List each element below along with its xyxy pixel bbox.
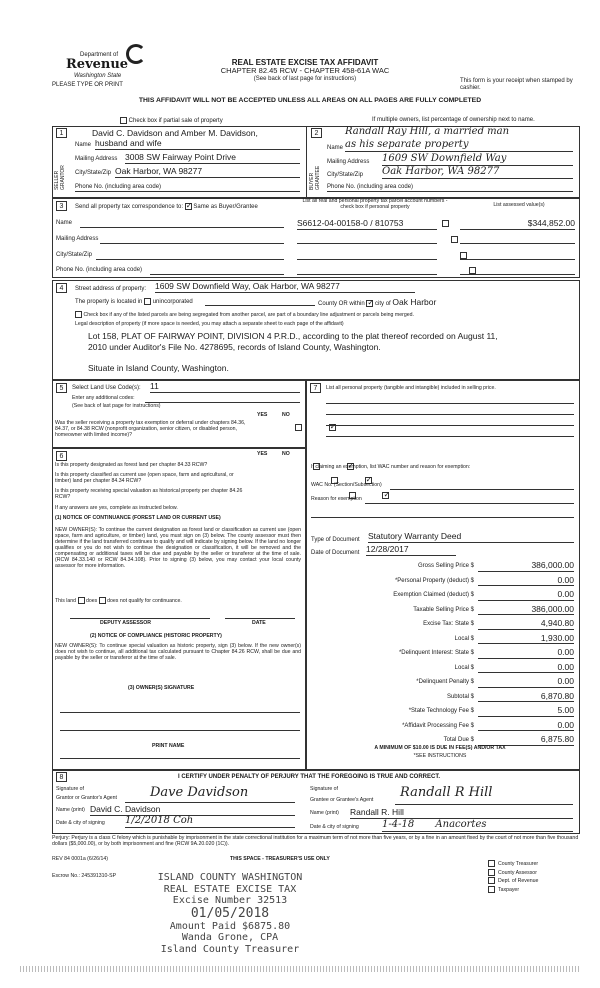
stamp-amount: Amount Paid $6875.80 xyxy=(169,920,291,932)
corr-mailing-label: Mailing Address xyxy=(56,236,99,242)
certify-line: I CERTIFY UNDER PENALTY OF PERJURY THAT THE FOREGOING IS TRUE AND CORRECT. xyxy=(178,774,441,780)
reason-label: Reason for exemption xyxy=(311,496,362,502)
doc-date: 12/28/2017 xyxy=(366,545,456,556)
tax-table xyxy=(330,560,574,749)
tax-row xyxy=(330,647,574,662)
tax-row xyxy=(330,705,574,720)
located-in-label: The property is located in xyxy=(75,299,143,306)
exemption-question: Was the seller receiving a property tax exemption or deferral under chapters 84.36, 84.37, or 84.38 RCW (nonprofit organization, senior citizen, or disabled person, homeowner with limited income)? xyxy=(55,420,246,438)
current-use-question: Is this property classified as current use (open space, farm and agricultural, or timber) land per chapter 84.34 RCW? xyxy=(55,472,234,484)
copy-item xyxy=(488,877,538,886)
tax-row xyxy=(330,662,574,677)
scan-edge-noise xyxy=(20,966,580,972)
section-3-num: 3 xyxy=(56,201,67,211)
does-not-label: does not qualify for continuance. xyxy=(107,597,182,604)
seller-name-line2: husband and wife xyxy=(95,139,300,150)
please-type: PLEASE TYPE OR PRINT xyxy=(52,82,123,88)
grantee-signature-line[interactable] xyxy=(395,804,573,805)
does-checkbox[interactable] xyxy=(78,597,85,604)
parcel-line-3[interactable] xyxy=(297,259,437,260)
corr-mailing-line[interactable] xyxy=(100,243,284,244)
perjury-note: Perjury: Perjury is a class C felony which is punishable by imprisonment in the state correctional institution for a maximum term of not more than five years, or by a fine in an amount fixed by the court of not more than five thousand dollars ($5,000.00), or by both imprisonment and fine (RCW 9A.20.020 (1C)). xyxy=(52,835,579,847)
section-1-num: 1 xyxy=(56,128,67,138)
segregated-row xyxy=(75,311,414,319)
tax-row-value: 0.00 xyxy=(478,677,574,688)
stamp-line3: Excise Number 32513 xyxy=(172,895,288,906)
min-fee-note: A MINIMUM OF $10.00 IS DUE IN FEE(S) AND/OR TAX xyxy=(374,745,506,751)
buyer-city-label: City/State/Zip xyxy=(327,172,364,178)
copy-checkbox[interactable] xyxy=(488,886,495,893)
section-6-num: 6 xyxy=(56,451,67,461)
street-address: 1609 SW Downfield Way, Oak Harbor, WA 98277 xyxy=(155,282,415,293)
unincorporated-checkbox[interactable] xyxy=(144,298,151,305)
grantee-date-label: Date & city of signing xyxy=(310,824,359,830)
land-use-label: Select Land Use Code(s): xyxy=(72,385,141,391)
tax-row-label: Taxable Selling Price $ xyxy=(413,606,474,613)
tax-row-value: 0.00 xyxy=(478,663,574,674)
doc-date-label: Date of Document xyxy=(311,550,360,556)
tax-row-label: Gross Selling Price $ xyxy=(417,563,474,569)
personal-property-checkbox-2[interactable] xyxy=(451,236,458,243)
sec5-no-header: NO xyxy=(282,412,290,418)
does-not-checkbox[interactable] xyxy=(99,597,106,604)
dor-logo-mark xyxy=(126,44,146,64)
tax-row xyxy=(330,676,574,691)
buyer-side-label: BUYER GRANTEE xyxy=(309,165,321,190)
corr-name-label: Name xyxy=(56,220,73,226)
owner-signature-label: (3) OWNER(S) SIGNATURE xyxy=(128,685,195,691)
wac-label: WAC No. (Section/Subsection) xyxy=(311,482,382,488)
additional-codes-line[interactable] xyxy=(145,402,300,403)
section-5-num: 5 xyxy=(56,383,67,393)
personal-property-line-1[interactable] xyxy=(326,403,574,404)
personal-property-line-3[interactable] xyxy=(326,425,574,426)
buyer-name-label: Name xyxy=(327,145,344,151)
notice2-text: NEW OWNER(S): To continue special valuation as historic property, sign (3) below. If the new owner(s) does not wish to continue, all additional tax calculated pursuant to Chapter 84.26 RCW, shall be due and payable by the seller or transferor at the time of sale. xyxy=(55,643,301,661)
partial-sale-row xyxy=(120,117,223,125)
tax-row xyxy=(330,720,574,735)
tax-row-value: 4,940.80 xyxy=(478,619,574,630)
same-as-label: Same as Buyer/Grantee xyxy=(193,204,258,211)
sec6-yes-header: YES xyxy=(257,451,268,457)
tax-row-value: 6,870.80 xyxy=(478,692,574,703)
city-of-checkbox[interactable] xyxy=(366,300,373,307)
print-name-label: PRINT NAME xyxy=(152,743,185,749)
sec5-yes-header: YES xyxy=(257,412,268,418)
grantee-name-label: Name (print) xyxy=(310,810,339,816)
tax-row xyxy=(330,575,574,590)
unincorporated-label: unincorporated xyxy=(152,299,193,306)
grantee-city: Anacortes xyxy=(435,819,487,830)
historic-question: Is this property receiving special valuation as historical property per chapter 84.26 RCW? xyxy=(55,488,243,500)
grantor-agent-label: Grantor or Grantor's Agent xyxy=(56,795,117,801)
personal-property-label: List all personal property (tangible and intangible) included in selling price. xyxy=(326,385,496,391)
partial-sale-label: Check box if partial sale of property xyxy=(128,118,223,125)
qualify-row xyxy=(55,597,182,605)
copy-checkbox[interactable] xyxy=(488,877,495,884)
tax-row-value: 5.00 xyxy=(478,706,574,717)
grantor-name: David C. Davidson xyxy=(90,805,295,816)
corr-phone-line[interactable] xyxy=(150,274,284,275)
does-label: does xyxy=(85,597,98,604)
multiple-owners-note: If multiple owners, list percentage of ownership next to name. xyxy=(372,117,535,123)
corr-name-line[interactable] xyxy=(80,227,284,228)
land-use-see-back: (See back of last page for instructions) xyxy=(72,403,161,409)
corr-city-label: City/State/Zip xyxy=(56,252,93,258)
county-or-within-label: County OR within xyxy=(318,301,365,307)
copy-item xyxy=(488,860,538,869)
tax-row-label: Subtotal $ xyxy=(446,693,474,700)
section-2-num: 2 xyxy=(311,128,322,138)
copy-distribution xyxy=(488,860,538,894)
reason-line-1[interactable] xyxy=(365,503,574,504)
tax-row-value: 0.00 xyxy=(478,590,574,601)
personal-property-checkbox-4[interactable] xyxy=(469,267,476,274)
doc-type-label: Type of Document xyxy=(311,537,360,543)
exemption-claim-label: If claiming an exemption, list WAC number and reason for exemption: xyxy=(311,464,471,470)
tax-row-value: 6,875.80 xyxy=(478,735,574,746)
tax-row-value: 1,930.00 xyxy=(478,634,574,645)
seller-phone-label: Phone No. (including area code) xyxy=(75,184,300,192)
seller-mailing-label: Mailing Address xyxy=(75,156,118,162)
assessed-value: $344,852.00 xyxy=(460,219,575,230)
deputy-assessor-label: DEPUTY ASSESSOR xyxy=(100,620,152,626)
segregated-label: Check box if any of the listed parcels are being segregated from another parcel, are part of a boundary line adjustment or parcels being merged. xyxy=(83,311,414,318)
owner-signature-line-1[interactable] xyxy=(60,712,300,713)
grantee-name: Randall R. Hill xyxy=(350,808,573,819)
notice1-title: (1) NOTICE OF CONTINUANCE (FOREST LAND OR CURRENT USE) xyxy=(55,515,221,521)
legal-line2: 2010 under Auditor's File No. 4278695, records of Island County, Washington. xyxy=(88,342,381,352)
deputy-assessor-line[interactable] xyxy=(70,618,210,619)
assessed-header: List assessed value(s) xyxy=(493,202,545,208)
personal-property-line-2[interactable] xyxy=(326,414,574,415)
assessed-line-4[interactable] xyxy=(460,274,575,275)
grantee-sig-label: Signature of xyxy=(310,786,338,792)
section-4-num: 4 xyxy=(56,283,67,293)
seller-name-line1: David C. Davidson and Amber M. Davidson, xyxy=(92,128,258,138)
tax-row xyxy=(330,604,574,619)
tax-row xyxy=(330,589,574,604)
wac-line[interactable] xyxy=(390,489,574,490)
grantee-signature: Randall R Hill xyxy=(400,785,493,800)
additional-codes-label: Enter any additional codes: xyxy=(72,395,135,401)
tax-row xyxy=(330,618,574,633)
treasurer-only-label: THIS SPACE - TREASURER'S USE ONLY xyxy=(230,856,330,862)
grantor-name-label: Name (print) xyxy=(56,807,85,813)
tax-row-label: *State Technology Fee $ xyxy=(408,708,474,714)
corr-city-line[interactable] xyxy=(96,259,284,260)
sec6-no-header: NO xyxy=(282,451,290,457)
copy-item xyxy=(488,869,538,878)
send-label: Send all property tax correspondence to: xyxy=(75,204,184,211)
legal-line1: Lot 158, PLAT OF FAIRWAY POINT, DIVISION 4 P.R.D., according to the plat thereof recorded on August 11, xyxy=(88,331,498,341)
copy-label: County Treasurer xyxy=(498,860,539,867)
buyer-mailing-label: Mailing Address xyxy=(327,159,370,165)
notice1-text: NEW OWNER(S): To continue the current designation as forest land or classification as current use (open space, farm and agriculture, or timber) land, you must sign on (3) below. The county assessor must then determine if the land transferred continues to qualify and will indicate by signing below. If the land no longer qualifies or you do not wish to continue the designation or classification, it will be removed and the compensating or additional taxes will be due and payable by the seller or transferor at the time of sale. (RCW 84.33.140 or RCW 84.34.108). Prior to signing (3) below, you may contact your local county assessor for more information. xyxy=(55,527,301,569)
stamp-date: 01/05/2018 xyxy=(190,905,270,921)
buyer-mailing: 1609 SW Downfield Way xyxy=(382,153,573,166)
see-instructions: *SEE INSTRUCTIONS xyxy=(413,753,467,759)
copy-label: Taxpayer xyxy=(498,886,520,893)
assessed-line-2[interactable] xyxy=(460,243,575,244)
reason-line-2[interactable] xyxy=(311,517,574,518)
legal-line3: Situate in Island County, Washington. xyxy=(88,363,229,373)
land-use-code: 11 xyxy=(150,382,300,393)
grantor-signature: Dave Davidson xyxy=(150,785,249,800)
grantee-date: 1-4-18 xyxy=(382,819,415,830)
tax-row-label: *Delinquent Interest: State $ xyxy=(398,650,474,656)
send-correspondence-row xyxy=(75,203,258,211)
tax-row-value: 0.00 xyxy=(478,721,574,732)
owner-signature-line-2[interactable] xyxy=(60,730,300,731)
street-label: Street address of property: xyxy=(75,286,147,292)
parcel-header: List all real and personal property tax parcel account numbers - check box if personal property xyxy=(302,198,448,210)
grantor-sig-label: Signature of xyxy=(56,786,84,792)
seller-name-label: Name xyxy=(75,142,92,148)
same-as-buyer-checkbox[interactable] xyxy=(185,203,192,210)
parcel-line-4[interactable] xyxy=(297,274,437,275)
parties-divider xyxy=(306,126,307,198)
city-row xyxy=(318,298,436,308)
parcel-number: S6612-04-00158-0 / 810753 xyxy=(297,219,437,230)
corr-phone-label: Phone No. (including area code) xyxy=(56,267,143,273)
tax-row xyxy=(330,691,574,706)
dept-line2: Revenue xyxy=(66,57,129,72)
stamp-line6: Wanda Grone, CPA xyxy=(181,932,279,943)
escrow-label: Escrow No.: xyxy=(52,873,80,879)
tax-row xyxy=(330,560,574,575)
grantor-date: 1/2/2018 Coh xyxy=(125,815,295,828)
tax-row xyxy=(330,633,574,648)
tax-row-label: Local $ xyxy=(454,664,474,671)
print-name-line-1[interactable] xyxy=(60,758,300,759)
tax-row-value: 0.00 xyxy=(478,648,574,659)
sec5-yes-checkbox[interactable] xyxy=(295,424,302,431)
see-back: (See back of last page for instructions) xyxy=(253,76,357,82)
parcel-line-2[interactable] xyxy=(297,243,437,244)
copy-item xyxy=(488,886,538,895)
segregated-checkbox[interactable] xyxy=(75,311,82,318)
rev-number: REV 84 0001a (6/26/14) xyxy=(52,856,108,862)
tax-row-value: 386,000.00 xyxy=(478,605,574,616)
assessor-date-line[interactable] xyxy=(225,618,295,619)
stamp-line2: REAL ESTATE EXCISE TAX xyxy=(163,883,297,895)
seller-side-label: SELLER GRANTOR xyxy=(54,165,66,190)
county-line[interactable] xyxy=(205,305,315,306)
buyer-name-line1: Randall Ray Hill, a married man xyxy=(345,126,510,137)
section-8-num: 8 xyxy=(56,772,67,782)
dept-line3: Washington State xyxy=(74,73,122,79)
copy-label: Dept. of Revenue xyxy=(498,877,539,884)
city-of-label: city of xyxy=(375,301,391,307)
tax-row-label: *Personal Property (deduct) $ xyxy=(394,577,474,584)
copy-checkbox[interactable] xyxy=(488,860,495,867)
seller-mailing: 3008 SW Fairway Point Drive xyxy=(125,153,300,164)
warning-banner: THIS AFFIDAVIT WILL NOT BE ACCEPTED UNLESS ALL AREAS ON ALL PAGES ARE FULLY COMPLETED xyxy=(138,97,482,104)
tax-row-value: 0.00 xyxy=(478,576,574,587)
buyer-phone-label: Phone No. (including area code) xyxy=(327,184,573,192)
buyer-name-line2: as his separate property xyxy=(345,139,573,152)
doc-type: Statutory Warranty Deed xyxy=(368,532,574,543)
seller-city-label: City/State/Zip xyxy=(75,170,112,176)
located-row xyxy=(75,298,193,306)
dept-line1: Department of xyxy=(80,52,119,58)
treasurer-stamp xyxy=(140,872,320,955)
grantee-date-row xyxy=(382,819,573,832)
tax-row-value: 386,000.00 xyxy=(478,561,574,572)
chapter-line: CHAPTER 82.45 RCW - CHAPTER 458-61A WAC xyxy=(220,66,390,75)
tax-row-label: Excise Tax: State $ xyxy=(423,621,474,627)
tax-row-label: *Affidavit Processing Fee $ xyxy=(402,722,474,729)
personal-property-checkbox-1[interactable] xyxy=(442,220,449,227)
forest-land-question: Is this property designated as forest land per chapter 84.33 RCW? xyxy=(55,462,208,468)
buyer-city: Oak Harbor, WA 98277 xyxy=(382,166,573,179)
personal-property-line-4[interactable] xyxy=(326,436,574,437)
tax-row-label: Local $ xyxy=(454,635,474,642)
partial-sale-checkbox[interactable] xyxy=(120,117,127,124)
stamp-line7: Island County Treasurer xyxy=(160,943,300,955)
page-title: REAL ESTATE EXCISE TAX AFFIDAVIT xyxy=(231,58,379,67)
property-city: Oak Harbor xyxy=(392,297,437,307)
if-yes-note: If any answers are yes, complete as instructed below. xyxy=(55,505,178,511)
copy-checkbox[interactable] xyxy=(488,869,495,876)
escrow-number: 245391310-SP xyxy=(81,873,117,879)
grantee-agent-label: Grantee or Grantee's Agent xyxy=(310,797,374,803)
this-land-label: This land xyxy=(55,597,77,604)
assessed-line-3[interactable] xyxy=(460,259,575,260)
grantor-date-label: Date & city of signing xyxy=(56,820,105,826)
tax-row-label: Exemption Claimed (deduct) $ xyxy=(393,592,474,598)
grantor-signature-line[interactable] xyxy=(125,802,295,803)
notice2-title: (2) NOTICE OF COMPLIANCE (HISTORIC PROPERTY) xyxy=(90,633,222,639)
section-7-num: 7 xyxy=(310,383,321,393)
stamp-line1: ISLAND COUNTY WASHINGTON xyxy=(157,872,303,883)
tax-row-label: *Delinquent Penalty $ xyxy=(416,679,474,685)
escrow-row xyxy=(52,874,116,880)
legal-label: Legal description of property (if more space is needed, you may attach a separate sheet to each page of the affidavit) xyxy=(75,321,344,327)
copy-label: County Assessor xyxy=(498,869,537,876)
personal-property-checkbox-3[interactable] xyxy=(460,252,467,259)
tax-row-label: Total Due $ xyxy=(443,737,474,743)
seller-city: Oak Harbor, WA 98277 xyxy=(115,167,300,178)
assessor-date-label: DATE xyxy=(252,620,266,626)
receipt-note: This form is your receipt when stamped by cashier. xyxy=(460,78,573,91)
